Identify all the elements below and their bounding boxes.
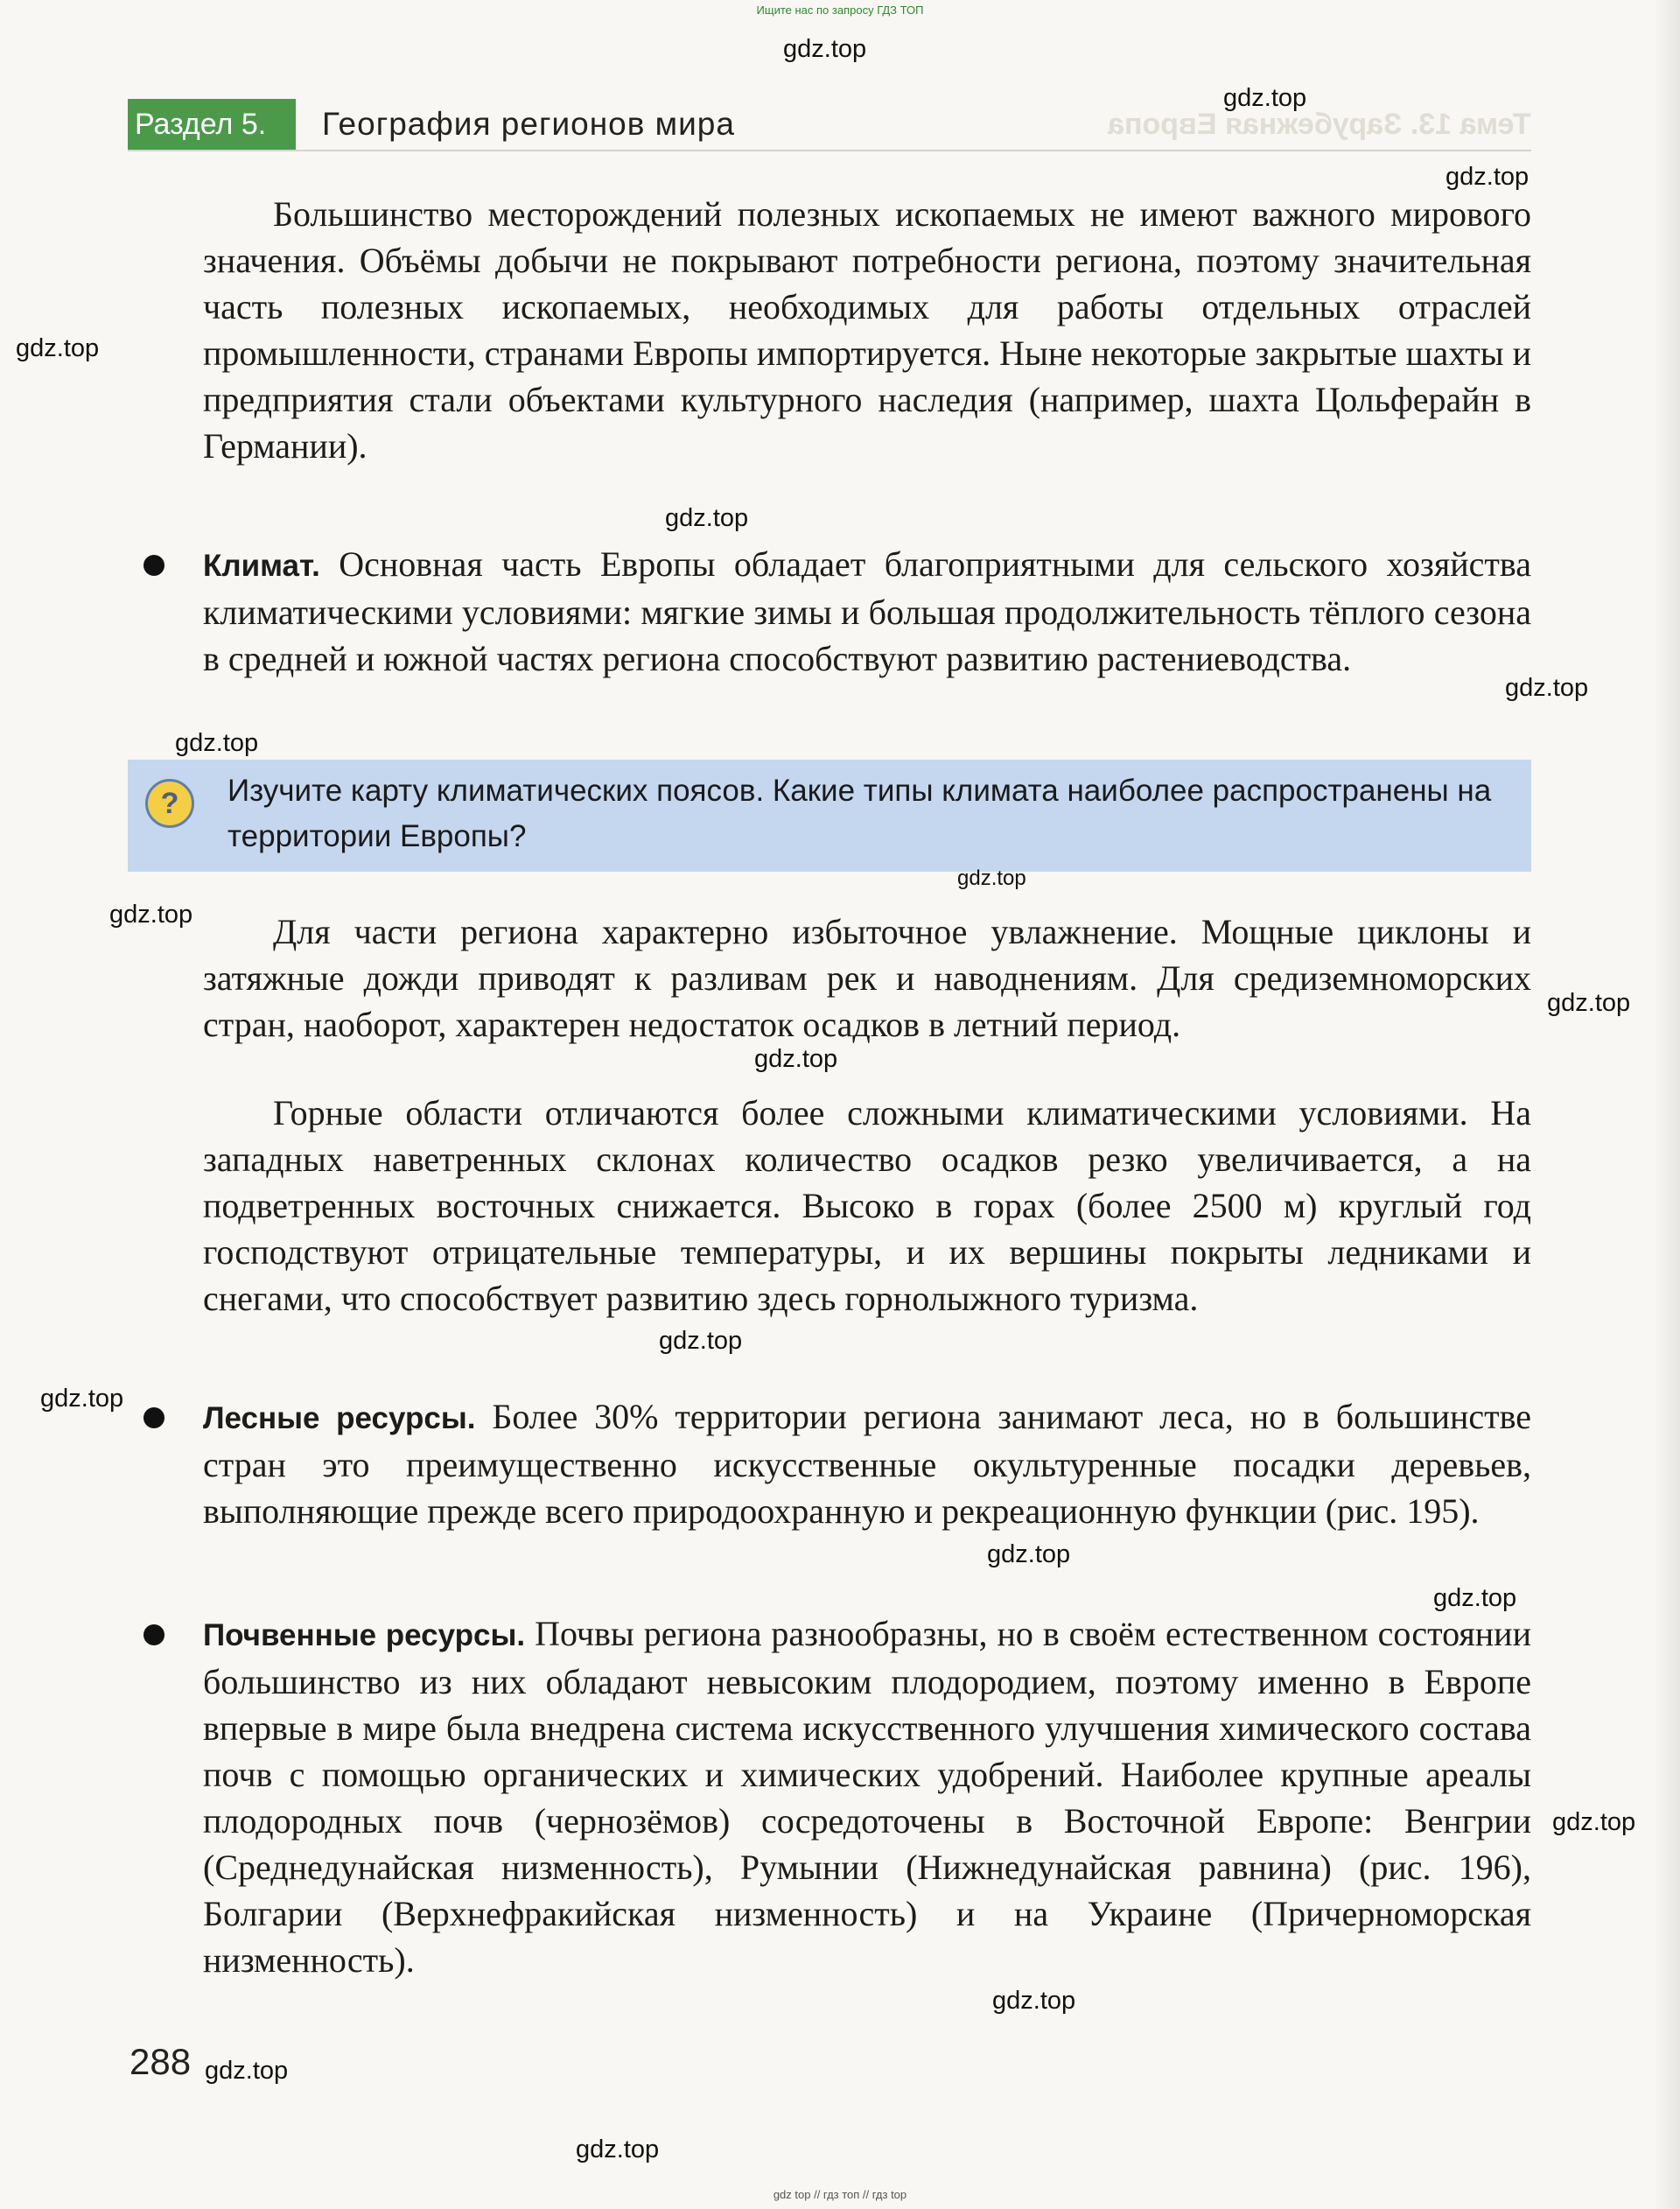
watermark: gdz.top <box>175 729 259 757</box>
watermark: gdz.top <box>109 901 193 929</box>
bullet-forest <box>131 1393 1531 1534</box>
footer-note: gdz top // гдз топ // гдз top <box>773 2188 907 2201</box>
watermark: gdz.top <box>957 866 1026 890</box>
bullet-text: Основная часть Европы обладает благоприятными для сельского хозяйства климатическими условиями: мягкие зимы и большая продолжительность тёплого сезона в средней и южной частях региона способствуют развитию растениеводства. <box>203 544 1532 678</box>
paragraph-minerals: Большинство месторождений полезных ископаемых не имеют важного мирового значения. Объёмы добычи не покрывают потребности региона, поэтому значительная часть полезных ископаемых, необходимых для работы отдельных отраслей промышленности, странами Европы импортируется. Ныне некоторые закрытые шахты и предприятия стали объектами культурного наследия (например, шахта Цольферайн в Германии). <box>203 194 1531 466</box>
watermark: gdz.top <box>754 1045 838 1073</box>
watermark: gdz.top <box>1446 163 1530 191</box>
bullet-term: Климат. <box>203 549 320 583</box>
question-icon: ? <box>145 779 194 828</box>
page-header <box>128 99 1531 151</box>
watermark: gdz.top <box>1505 674 1589 702</box>
watermark: gdz.top <box>1552 1808 1636 1836</box>
paragraph-moisture: Для части региона характерно избыточное увлажнение. Мощные циклоны и затяжные дожди приводят к разливам рек и наводнениям. Для средиземноморских стран, наоборот, характерен недостаток осадков в летний период. <box>203 912 1531 1044</box>
watermark: gdz.top <box>992 1987 1076 2015</box>
bullet-climate <box>131 541 1531 682</box>
section-badge: Раздел 5. <box>128 99 296 150</box>
paragraph-mountains: Горные области отличаются более сложными климатическими условиями. На западных наветренных склонах количество осадков резко увеличивается, а на подветренных восточных снижается. Высоко в горах (более 2500 м) круглый год господствуют отрицательные температуры, и их вершины покрыты ледниками и снегами, что способствует развитию здесь горнолыжного туризма. <box>203 1093 1531 1318</box>
watermark: gdz.top <box>1433 1584 1517 1612</box>
search-hint-note: Ищите нас по запросу ГДЗ ТОП <box>756 4 924 17</box>
watermark: gdz.top <box>665 504 749 532</box>
watermark: gdz.top <box>1223 84 1307 112</box>
show-through-topic-title: Тема 13. Зарубежная Европа <box>1108 108 1531 141</box>
section-title: География регионов мира <box>322 106 735 142</box>
watermark: gdz.top <box>659 1327 743 1355</box>
question-box <box>128 760 1531 872</box>
bullet-text: Более 30% территории региона занимают леса, но в большинстве стран это преимущественно искусственные окультуренные посадки деревьев, выполняющие прежде всего природоохранную и рекреационную функции (рис. 195). <box>203 1397 1532 1531</box>
watermark: gdz.top <box>205 2057 289 2085</box>
question-text: Изучите карту климатических поясов. Какие типы климата наиболее распространены на территории Европы? <box>228 774 1492 853</box>
watermark: gdz.top <box>40 1385 124 1413</box>
bullet-text: Почвы региона разнообразны, но в своём естественном состоянии большинство из них обладают невысоким плодородием, поэтому именно в Европе впервые в мире была внедрена система искусственного улучшения химического состава почв с помощью органических и химических удобрений. Наиболее крупные ареалы плодородных почв (чернозёмов) сосредоточены в Восточной Европе: Венгрии (Среднедунайская низменность), Румынии (Нижнедунайская равнина) (рис. 196), Болгарии (Верхнефракийская низменность) и на Украине (Причерноморская низменность). <box>203 1614 1531 1980</box>
bullet-term: Лесные ресурсы. <box>203 1401 476 1435</box>
watermark: gdz.top <box>16 334 100 362</box>
bullet-dot-icon <box>144 1407 164 1428</box>
watermark: gdz.top <box>576 2135 660 2163</box>
bullet-soil <box>131 1610 1531 1983</box>
bullet-term: Почвенные ресурсы. <box>203 1618 526 1652</box>
watermark: gdz.top <box>1547 989 1631 1017</box>
page-number: 288 <box>130 2041 192 2082</box>
watermark: gdz.top <box>987 1540 1071 1568</box>
watermark: gdz.top <box>783 35 867 63</box>
bullet-dot-icon <box>144 555 164 576</box>
page-edge-shadow <box>1654 0 1680 2209</box>
bullet-dot-icon <box>144 1624 164 1645</box>
